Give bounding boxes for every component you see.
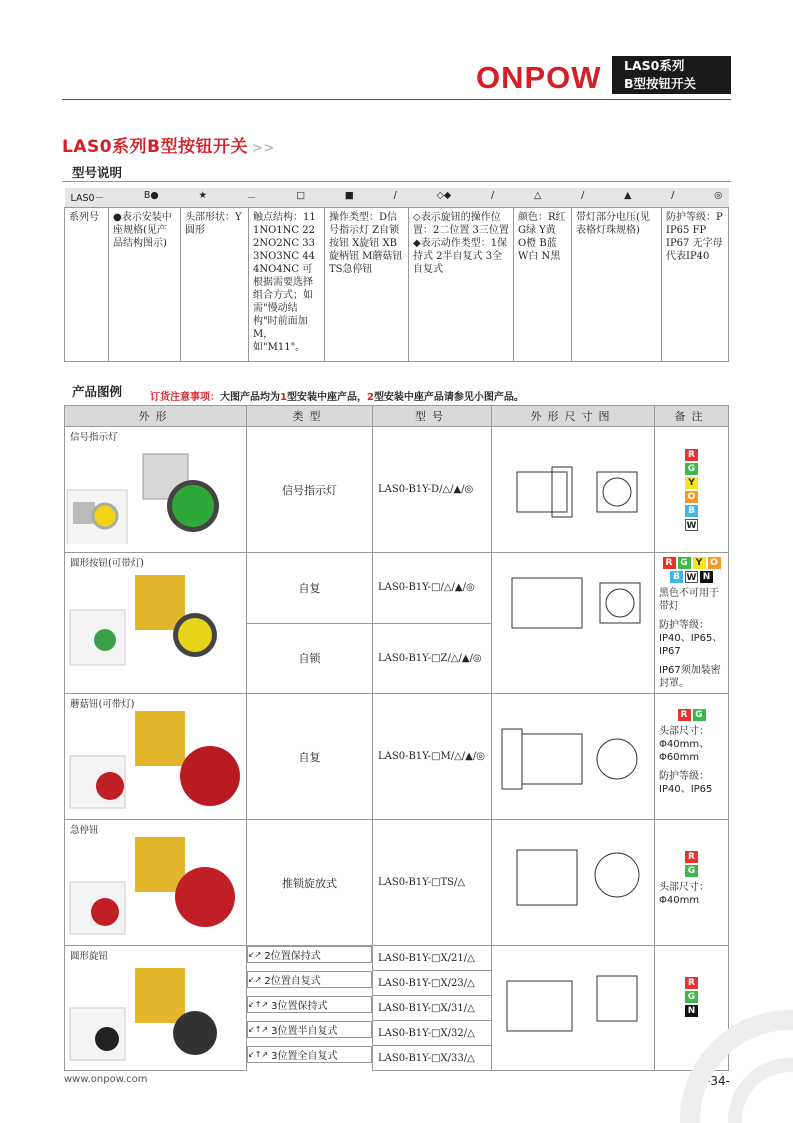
table-row (65, 427, 729, 553)
color-g: G (685, 991, 698, 1003)
table-row (65, 694, 729, 820)
desc-series: 系列号 (65, 207, 109, 361)
color-y: Y (685, 477, 698, 489)
notes-cell (655, 820, 729, 946)
product-model: LAS0-B1Y-□X/33/△ (373, 1046, 492, 1071)
dimension-drawing (492, 427, 655, 553)
dimension-drawing (492, 553, 655, 694)
color-n: N (700, 571, 713, 583)
rotary-type: ↙↗ 2位置保持式 (247, 946, 372, 963)
product-image-cell (65, 946, 247, 1071)
color-w: W (686, 573, 697, 583)
notes-cell (655, 694, 729, 820)
desc-voltage: 带灯部分电压(见表格灯珠规格) (572, 207, 662, 361)
color-b: B (670, 571, 683, 583)
page-number: -34- (706, 1074, 730, 1088)
product-model: LAS0-B1Y-D/△/▲/◎ (373, 427, 492, 553)
rotary-type: ↙↗ 2位置自复式 (247, 971, 372, 988)
color-r: R (678, 709, 691, 721)
badge-line2: B型按钮开关 (624, 76, 697, 91)
note: 头部尺寸：Φ40mm、Φ60mm (659, 726, 710, 763)
code-2: ★ (198, 190, 207, 202)
product-type: 自复 (247, 553, 373, 624)
note: 头部尺寸：Φ40mm (659, 882, 709, 906)
product-type: 自锁 (247, 623, 373, 694)
note: 黑色不可用于带灯 (659, 588, 719, 612)
product-name: 蘑菇钮(可带灯) (70, 699, 135, 710)
table-row (65, 553, 729, 624)
table-row (65, 820, 729, 946)
col-type: 类型 (247, 406, 373, 427)
note: IP67须加装密封罩。 (659, 665, 721, 689)
code-3: － (246, 193, 257, 205)
product-name: 圆形旋钮 (70, 951, 109, 962)
product-name: 信号指示灯 (70, 432, 118, 443)
product-image-cell (65, 553, 247, 694)
product-type: 信号指示灯 (247, 427, 373, 553)
code-7: ◇◆ (436, 190, 452, 202)
product-model: LAS0-B1Y-□M/△/▲/◎ (373, 694, 492, 820)
col-dimension: 外形尺寸图 (492, 406, 655, 427)
header-rule (62, 99, 731, 100)
color-r: R (685, 977, 698, 989)
code-8: / (491, 190, 495, 202)
color-g: G (678, 557, 691, 569)
product-type: 推锁旋放式 (247, 820, 373, 946)
color-o: O (708, 557, 721, 569)
dimension-drawing (492, 820, 655, 946)
color-o: O (685, 491, 698, 503)
product-model: LAS0-B1Y-□Z/△/▲/◎ (373, 623, 492, 694)
color-b: B (685, 505, 698, 517)
dimension-drawing (492, 694, 655, 820)
indicator-light-image (65, 444, 246, 544)
product-name: 急停钮 (70, 825, 99, 836)
desc-mount: ●表示安装中座规格(见产品结构图示) (109, 207, 181, 361)
color-g: G (685, 865, 698, 877)
product-model: LAS0-B1Y-□/△/▲/◎ (373, 553, 492, 624)
order-notice: 订货注意事项：大图产品均为1型安装中座产品，2型安装中座产品请参见小图产品。 (150, 392, 524, 403)
table-row (65, 946, 729, 971)
note: 防护等级：IP40、IP65、IP67 (659, 620, 723, 657)
code-0: LAS0－ (70, 193, 105, 205)
col-shape: 外形 (65, 406, 247, 427)
desc-operation: 操作类型：D信号指示灯 Z自锁按钮 X旋钮 XB旋柄钮 M蘑菇钮 TS急停钮 (325, 207, 409, 361)
series-badge (612, 56, 731, 94)
section-model-title: 型号说明 (72, 165, 123, 180)
desc-contacts: 触点结构：11 1NO1NC 22 2NO2NC 33 3NO3NC 44 4NO4NC 可根据需要选择组合方式；如需"慢动结构"时前面加M，如"M11"。 (249, 207, 325, 361)
product-name: 圆形按钮(可带灯) (70, 558, 144, 569)
product-image-cell (65, 694, 247, 820)
color-g: G (685, 463, 698, 475)
color-r: R (663, 557, 676, 569)
code-12: / (671, 190, 675, 202)
col-model: 型号 (373, 406, 492, 427)
notes-cell (655, 553, 729, 694)
code-13: ◎ (714, 190, 723, 202)
color-y: Y (693, 557, 706, 569)
product-model: LAS0-B1Y-□X/31/△ (373, 996, 492, 1021)
col-notes: 备注 (655, 406, 729, 427)
page-title: LAS0系列B型按钮开关 >> (62, 137, 275, 157)
section-products-title: 产品图例 (72, 384, 123, 399)
code-5: ■ (344, 190, 354, 202)
product-model: LAS0-B1Y-□X/21/△ (373, 946, 492, 971)
code-4: □ (296, 190, 306, 202)
code-10: / (581, 190, 585, 202)
model-code-table (64, 188, 729, 362)
brand-logo: ONPOW (476, 60, 602, 95)
rotary-type: ↙↑↗ 3位置半自复式 (247, 1021, 372, 1038)
section-rule (62, 181, 731, 182)
desc-position: ◇表示旋钮的操作位置：2二位置 3三位置 ◆表示动作类型：1保持式 2半自复式 3全自复式 (409, 207, 514, 361)
code-11: ▲ (624, 190, 632, 202)
rotary-type: ↙↑↗ 3位置保持式 (247, 996, 372, 1013)
desc-protection: 防护等级：P IP65 FP IP67 无字母代表IP40 (662, 207, 729, 361)
color-r: R (685, 449, 698, 461)
product-image-cell (65, 820, 247, 946)
corner-decoration (640, 1010, 793, 1123)
color-g: G (693, 709, 706, 721)
color-labels (655, 427, 729, 553)
product-image-cell (65, 427, 247, 553)
product-model: LAS0-B1Y-□TS/△ (373, 820, 492, 946)
footer-url[interactable]: www.onpow.com (64, 1074, 148, 1085)
color-w: W (686, 520, 697, 531)
product-table (64, 405, 729, 1071)
desc-head: 头部形状：Y圆形 (181, 207, 249, 361)
code-6: / (393, 190, 397, 202)
desc-color: 颜色：R红 G绿 Y黄 O橙 B蓝 W白 N黑 (514, 207, 572, 361)
code-9: △ (533, 190, 542, 202)
dimension-drawing (492, 946, 655, 1071)
color-n: N (685, 1005, 698, 1017)
badge-line1: LAS0系列 (624, 58, 685, 73)
code-1: B● (143, 190, 159, 202)
product-type: 自复 (247, 694, 373, 820)
color-r: R (685, 851, 698, 863)
product-model: LAS0-B1Y-□X/23/△ (373, 971, 492, 996)
note: 防护等级：IP40、IP65 (659, 771, 713, 795)
rotary-type: ↙↑↗ 3位置全自复式 (247, 1046, 372, 1063)
product-model: LAS0-B1Y-□X/32/△ (373, 1021, 492, 1046)
